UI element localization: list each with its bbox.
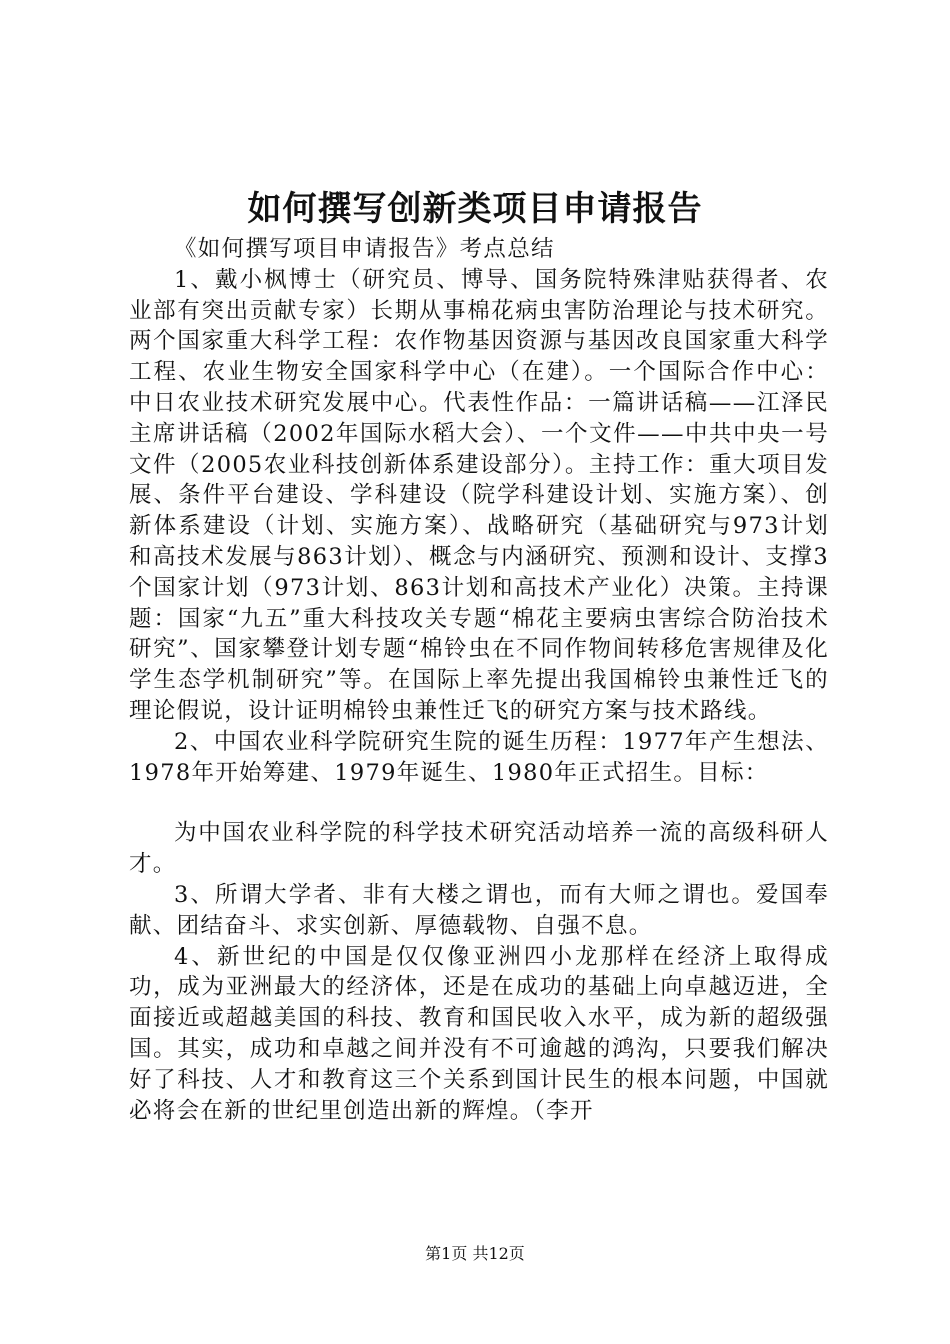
paragraph-4: 4、新世纪的中国是仅仅像亚洲四小龙那样在经济上取得成功，成为亚洲最大的经济体，还是在成功的基础上向卓越迈进，全面接近或超越美国的科技、教育和国民收入水平，成为新的超级强国。其实，成功和卓越之间并没有不可逾越的鸿沟，只要我们解决好了科技、人才和教育这三个关系到国计民生的根本问题，中国就必将会在新的世纪里创造出新的辉煌。（李开 (129, 943, 829, 1124)
paragraph-2-continued: 为中国农业科学院的科学技术研究活动培养一流的高级科研人才。 (129, 820, 829, 878)
document-body (129, 234, 829, 1126)
document-subtitle: 《如何撰写项目申请报告》考点总结 (174, 236, 555, 262)
paragraph-2: 2、中国农业科学院研究生院的诞生历程：1977年产生想法、1978年开始筹建、1979年诞生、1980年正式招生。目标： (129, 728, 829, 786)
paragraph-1: 1、戴小枫博士（研究员、博导、国务院特殊津贴获得者、农业部有突出贡献专家）长期从事棉花病虫害防治理论与技术研究。两个国家重大科学工程：农作物基因资源与基因改良国家重大科学工程、农业生物安全国家科学中心（在建）。一个国际合作中心：中日农业技术研究发展中心。代表性作品：一篇讲话稿——江泽民主席讲话稿（2002年国际水稻大会）、一个文件——中共中央一号文件（2005农业科技创新体系建设部分）。主持工作：重大项目发展、条件平台建设、学科建设（院学科建设计划、实施方案）、创新体系建设（计划、实施方案）、战略研究（基础研究与973计划和高技术发展与863计划）、概念与内涵研究、预测和设计、支撑3个国家计划（973计划、863计划和高技术产业化）决策。主持课题：国家“九五”重大科技攻关专题“棉花主要病虫害综合防治技术研究”、国家攀登计划专题“棉铃虫在不同作物间转移危害规律及化学生态学机制研究”等。在国际上率先提出我国棉铃虫兼性迁飞的理论假说，设计证明棉铃虫兼性迁飞的研究方案与技术路线。 (129, 266, 829, 724)
paragraph-3: 3、所谓大学者、非有大楼之谓也，而有大师之谓也。爱国奉献、团结奋斗、求实创新、厚德载物、自强不息。 (129, 881, 829, 939)
document-title: 如何撰写创新类项目申请报告 (247, 189, 703, 229)
page-footer: 第1页 共12页 (425, 1244, 525, 1263)
